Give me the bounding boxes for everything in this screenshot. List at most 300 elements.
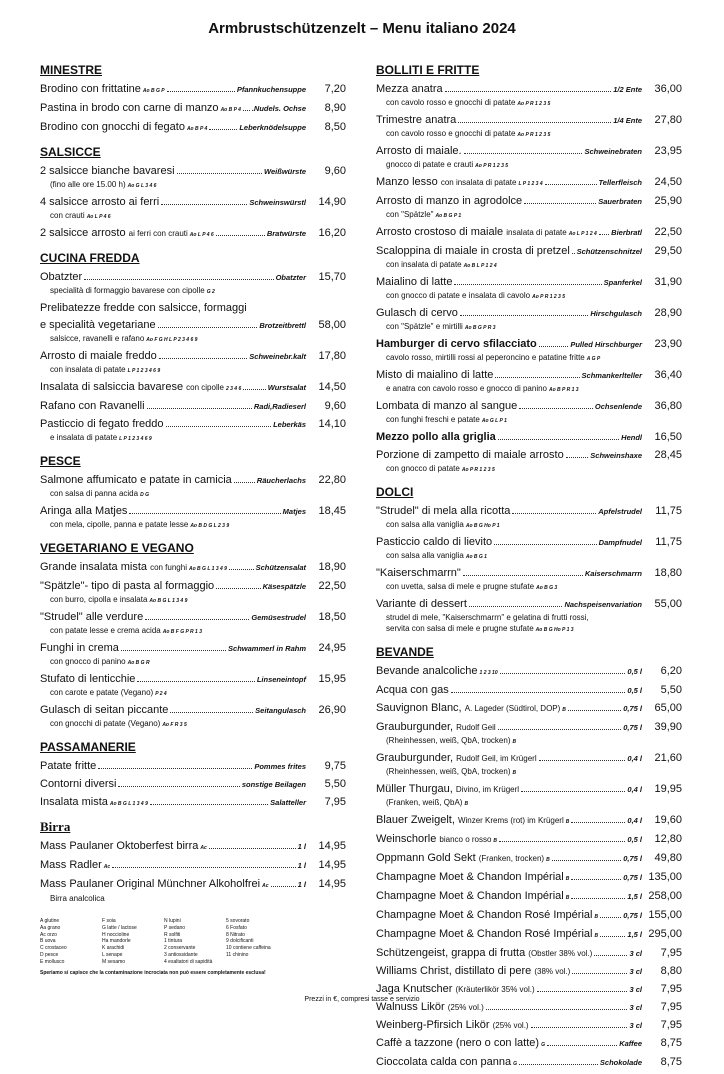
menu-item-row [40,672,346,687]
item-price: 6,20 [660,665,682,677]
item-price: 28,45 [654,449,682,461]
dot-leader [243,381,266,390]
item-price: 55,00 [654,598,682,610]
item-name [376,306,458,320]
item-name [40,777,116,791]
menu-item [40,101,346,117]
item-name-text: Mass Paulaner Original Münchner Alkoholfrei [40,878,261,890]
menu-item-row [376,306,682,321]
item-german-name: Räucherlachs [256,476,306,485]
legend-entry: F soia [102,918,116,924]
item-german-name: Seitangulasch [255,706,306,715]
dot-leader [454,276,601,285]
menu-item [40,380,346,396]
item-price: 14,95 [318,878,346,890]
item-german-name: 0,5 l [627,667,642,676]
menu-item-row [376,889,682,905]
dot-leader [500,665,626,674]
menu-item [376,927,682,943]
item-price: 22,50 [318,580,346,592]
item-german-name: Schweinswürstl [249,198,306,207]
allergen-codes: A G P [586,356,601,362]
item-description-text: con salsa alla vaniglia [386,520,464,529]
item-description [40,519,346,532]
menu-item [376,275,682,303]
item-description-text: con "Spätzle" [386,210,434,219]
menu-item [40,560,346,576]
item-name-text: Williams Christ, distillato di pere [376,965,532,977]
item-description [40,488,346,501]
item-german-name: 3 cl [629,1003,642,1012]
dot-leader [161,196,247,205]
allergen-legend-grid [40,918,340,966]
item-name-text: Porzione di zampetto di maiale arrosto [376,449,564,461]
menu-item-row [376,448,682,463]
item-german-name: Pfannkuchensuppe [236,85,306,94]
item-price: 39,90 [654,721,682,733]
dot-leader [145,611,249,620]
menu-section [40,62,346,136]
item-german-name: 1/2 Ente [613,85,642,94]
item-name [376,701,566,717]
menu-item-row [376,683,682,698]
item-name [376,751,537,766]
item-description-text: con salsa alla vaniglia [386,551,464,560]
menu-item [376,782,682,810]
item-german-name: 3 cl [629,1021,642,1030]
allergen-codes: B [562,707,566,713]
allergen-codes: Ao B G P [142,88,165,94]
item-name [376,782,519,797]
dot-leader [571,814,625,823]
item-price: 9,60 [324,165,346,177]
menu-item [40,703,346,731]
item-german-name: 1,5 l [627,892,642,901]
menu-item [376,194,682,222]
item-name-text: 2 salsicce arrosto [40,227,126,239]
left-column [40,62,346,907]
item-price: 9,75 [324,760,346,772]
item-german-name: Schützenschnitzel [576,247,642,256]
menu-item [40,226,346,242]
item-name [376,194,522,208]
allergen-codes: Ao L P 1 2 4 [568,231,597,237]
item-name [376,504,510,518]
item-price: 17,80 [318,350,346,362]
item-description [40,625,346,638]
item-description [376,766,682,779]
item-price: 14,10 [318,418,346,430]
item-description-text: con "Spätzle" e mirtilli [386,322,463,331]
item-description-text: (Franken, weiß, QbA) [386,798,463,807]
item-german-name: Schweinebr.kalt [249,352,306,361]
item-name [376,399,517,413]
menu-item [376,225,682,241]
item-extra: Winzer Krems (rot) im Krügerl [457,816,564,825]
menu-item [376,504,682,532]
item-german-name: Bratwürste [266,229,306,238]
item-description-text: e insalata di patate [50,433,118,442]
legend-entry: H noccioline [102,931,130,938]
item-price: 18,45 [318,505,346,517]
allergen-codes: Ao P R 1 2 3 5 [517,101,551,107]
item-name-text: Brodino con frittatine [40,83,141,95]
menu-item-row [40,318,346,333]
item-description [376,735,682,748]
menu-item [376,566,682,594]
item-description-text: con gnocco di panino [50,657,126,666]
menu-item [376,683,682,698]
item-name [376,225,597,241]
item-name-text: Mass Radler [40,859,102,871]
item-description-text: salsicce, ravanelli e rafano [50,334,145,343]
allergen-codes: Ao B G 1 [465,554,487,560]
legend-entry: P sedano [164,924,186,931]
dot-leader [495,369,579,378]
item-german-name: Käsespätzle [262,582,306,591]
legend-entry: B uova [40,938,56,945]
item-description [376,97,682,110]
menu-item-row [40,349,346,364]
dot-leader [571,871,621,880]
allergen-codes: Ao F R 3 5 [162,722,187,728]
legend-entry: 9 dolcificanti [226,938,254,945]
item-german-name: 3 cl [629,967,642,976]
item-german-name: Nachspeisenvariation [564,600,642,609]
legend-entry: Aa grano [40,924,61,931]
allergen-codes: Ao P R 1 2 3 5 [475,163,509,169]
item-description [376,550,682,563]
item-name-text: "Spätzle"- tipo di pasta al formaggio [40,580,215,592]
menu-item-row [40,641,346,656]
item-german-name: 3 cl [629,949,642,958]
allergen-codes: Ao B P R 1 3 [549,387,579,393]
menu-item-row [40,759,346,774]
item-name-text: Bevande analcoliche [376,665,478,677]
menu-item-row [40,417,346,432]
allergen-codes: G [513,1061,518,1067]
dot-leader [98,760,252,769]
item-description [40,285,346,298]
dot-leader [547,1037,617,1046]
item-german-name: Gemüsestrudel [251,613,306,622]
item-price: 16,50 [654,431,682,443]
item-german-name: Schmankerlteller [581,371,642,380]
menu-item-row [40,120,346,136]
item-name-text: Scaloppina di maiale in crosta di pretzel [376,245,570,257]
menu-item-row [376,368,682,383]
menu-item-row [40,226,346,242]
legend-entry: 11 chinino [226,951,249,958]
menu-item-row [40,877,346,893]
legend-entry: A glutine [40,918,60,924]
item-price: 8,50 [324,121,346,133]
item-description [376,290,682,303]
item-name [376,851,550,867]
item-description-text: con uvetta, salsa di mele e prugne stufate [386,582,535,591]
item-extra: Rudolf Geil [456,723,496,732]
item-german-name: 1/4 Ente [613,116,642,125]
item-german-name: Hendl [621,433,642,442]
item-description-text: servita con salsa di mele e prugne stufate [386,624,534,633]
item-name-text: "Kaiserschmarrn" [376,567,461,579]
allergen-codes: B [512,770,517,776]
item-price: 31,90 [654,276,682,288]
item-german-name: Tellerfleisch [598,178,642,187]
item-name-text: Schützengeist, grappa di frutta [376,947,526,959]
allergen-codes: Ao L P 4 6 [86,214,111,220]
item-name-text: Acqua con gas [376,684,449,696]
item-name-text: Maialino di latte [376,276,453,288]
item-name [40,318,156,332]
item-name [40,759,96,773]
menu-item [376,113,682,141]
menu-item-row [376,1055,682,1071]
item-german-name: sonstige Beilagen [241,780,306,789]
legend-entry: 5 sovorato [226,918,250,924]
item-extra: (25% vol.) [492,1021,529,1030]
dot-leader [531,1019,628,1028]
menu-item-row [40,270,346,285]
allergen-codes: B [594,914,599,920]
item-german-name: 1 l [297,842,306,851]
legend-entry: 10 contiene caffeina [226,945,271,952]
item-name-text: Walnuss Likör [376,1001,445,1013]
item-name-text: Brodino con gnocchi di fegato [40,121,185,133]
item-german-name: Sauerbraten [598,197,642,206]
item-description-text: gnocco di patate e crauti [386,160,474,169]
dot-leader [600,928,625,937]
allergen-codes: L P 1 2 3 4 6 9 [127,368,161,374]
item-name-text: Gulasch di seitan piccante [40,704,169,716]
dot-leader [84,271,273,280]
item-name [376,244,570,258]
item-name-text: Blauer Zweigelt, [376,814,455,826]
item-name-text: Oppmann Gold Sekt [376,852,476,864]
item-name [376,82,443,96]
item-name [376,368,493,382]
menu-item-row [376,664,682,680]
item-name [376,946,592,961]
item-description [376,383,682,396]
menu-item-row [40,380,346,396]
allergen-codes: B [565,819,570,825]
item-name-text: Weinschorle [376,833,437,845]
item-name [40,579,214,593]
item-extra: (Franken, trocken) [478,854,545,863]
item-name-text: Funghi in crema [40,642,119,654]
menu-title: Armbrustschützenzelt – Menu italiano 2024 [208,20,516,37]
menu-item-row [376,813,682,829]
menu-item-row [376,870,682,886]
item-extra: (25% vol.) [447,1003,484,1012]
item-price: 19,60 [654,814,682,826]
item-name [376,664,498,680]
menu-item [40,795,346,811]
menu-item [40,318,346,346]
item-price: 25,90 [654,195,682,207]
item-name-text: Variante di dessert [376,598,467,610]
item-description [376,128,682,141]
menu-section [40,144,346,242]
item-price: 7,95 [660,1001,682,1013]
item-german-name: 1,5 l [627,930,642,939]
item-price: 7,95 [324,796,346,808]
dot-leader [519,1056,598,1065]
item-german-name: 0,75 l [623,723,642,732]
allergen-codes: Ao B G L 1 3 4 9 [149,598,188,604]
menu-item-row [376,225,682,241]
dot-leader [243,102,250,111]
item-name [40,82,165,98]
item-name-text: Grauburgunder, [376,752,454,764]
dot-leader [524,195,596,204]
item-name-text: Manzo lesso [376,176,438,188]
item-description-text: con gnocchi di patate (Vegano) [50,719,161,728]
item-name-text: 2 salsicce bianche bavaresi [40,165,175,177]
dot-leader [166,418,272,427]
item-description-text: Birra analcolica [50,894,105,903]
item-name [40,120,207,136]
menu-item [376,82,682,110]
menu-item [40,610,346,638]
dot-leader [594,947,627,956]
item-price: 7,95 [660,983,682,995]
item-extra: Rudolf Geil, im Krügerl [456,754,537,763]
item-price: 24,95 [318,642,346,654]
item-description [376,612,682,623]
dot-leader [158,319,258,328]
item-description-text: con funghi freschi e patate [386,415,480,424]
item-description-text: (Rheinhessen, weiß, QbA, trocken) [386,767,511,776]
item-german-name: 0,4 l [627,754,642,763]
item-description [376,352,682,365]
item-name-text: Champagne Moet & Chandon Rosé Impérial [376,909,593,921]
item-name [376,337,537,351]
item-name [376,448,564,462]
item-name-text: Pasticcio caldo di lievito [376,536,493,548]
item-price: 8,75 [660,1056,682,1068]
legend-entry: Ha mandorle [102,938,131,945]
item-german-name: Kaiserschmarrn [584,569,642,578]
menu-section [40,819,346,904]
allergen-codes: Ao B G Ho P 1 [465,523,500,529]
dot-leader [539,752,626,761]
item-name [40,226,214,242]
item-name [376,430,496,444]
menu-item [40,195,346,223]
dot-leader [118,778,239,787]
menu-item [376,448,682,476]
item-name-text: Champagne Moet & Chandon Rosé Impérial [376,928,593,940]
item-name [376,113,456,127]
item-description-text: con gnocco di patate e insalata di cavolo [386,291,531,300]
item-price: 295,00 [648,928,682,940]
item-description [376,414,682,427]
allergen-codes: Ac [103,864,111,870]
menu-item-row [40,858,346,874]
item-description [40,656,346,669]
item-description-text: con mela, cipolle, panna e patate lesse [50,520,189,529]
item-price: 65,00 [654,702,682,714]
item-german-name: Schweinshaxe [590,451,642,460]
item-description-text: con insalata di patate [50,365,126,374]
menu-item [40,858,346,874]
item-price: 22,50 [654,226,682,238]
dot-leader [494,536,596,545]
menu-item [40,399,346,414]
allergen-codes: Ac [262,883,269,889]
item-name [40,301,247,315]
item-name [40,101,241,117]
item-description [40,687,346,700]
menu-item [40,120,346,136]
item-name [376,889,569,905]
item-price: 26,90 [318,704,346,716]
section-title: BOLLITI E FRITTE [376,63,480,77]
item-name-text: Misto di maialino di latte [376,369,494,381]
item-name-text: Arrosto di manzo in agrodolce [376,195,523,207]
menu-item [376,1055,682,1071]
menu-item [376,144,682,172]
menu-item [376,1036,682,1052]
allergen-codes: B [546,857,550,863]
dot-leader [216,227,265,236]
item-name [376,683,449,697]
item-name [40,839,207,855]
menu-item [376,597,682,636]
item-description [376,797,682,810]
item-name-text: Lombata di manzo al sangue [376,400,518,412]
item-price: 14,50 [318,381,346,393]
allergen-codes: 1 2 3 10 [479,670,498,676]
item-name [40,504,127,518]
menu-item [40,759,346,774]
item-extra: insalata di patate [506,228,567,237]
item-extra: con cipolle [186,383,224,392]
dot-leader [572,965,627,974]
menu-item-row [40,703,346,718]
dot-leader [147,400,252,409]
item-name-text: Pasticcio di fegato freddo [40,418,164,430]
menu-item [40,641,346,669]
menu-section [40,453,346,532]
item-description [40,210,346,223]
menu-item [376,813,682,829]
menu-item [40,417,346,445]
legend-entry: G latte / lactose [102,924,137,931]
allergen-codes: B [512,739,517,745]
menu-item-row [376,566,682,581]
item-description [376,209,682,222]
item-name-text: Prelibatezze fredde con salsicce, formaggi [40,302,247,314]
item-price: 14,95 [318,840,346,852]
item-name-text: Champagne Moet & Chandon Impérial [376,890,564,902]
item-description [40,594,346,607]
menu-section [40,739,346,811]
section-title: Birra [40,819,71,834]
dot-leader [229,561,254,570]
allergen-codes: Ao B P 4 [220,107,241,113]
item-description-text: (fino alle ore 15.00 h) [50,180,126,189]
item-description [40,364,346,377]
item-name-text: Mass Paulaner Oktoberfest birra [40,840,199,852]
allergen-codes: Ao B G L 1 3 4 9 [188,566,227,572]
item-price: 36,40 [654,369,682,381]
menu-item [40,777,346,792]
item-name-text: Arrosto di maiale. [376,145,462,157]
section-title: PESCE [40,454,81,468]
